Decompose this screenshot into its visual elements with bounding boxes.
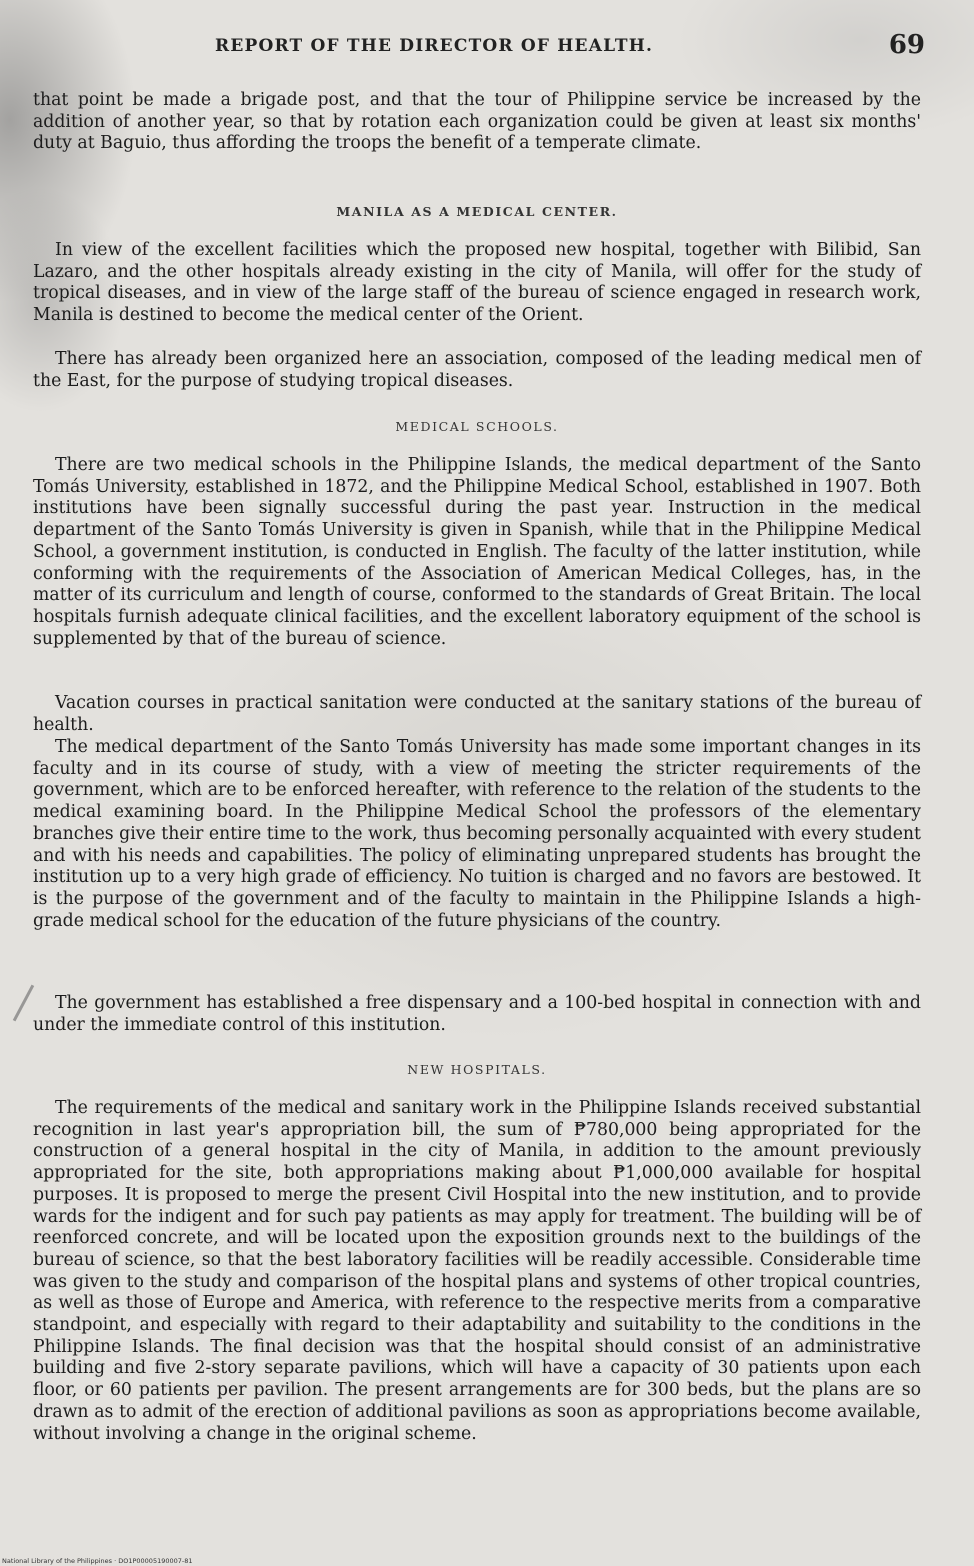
paragraph-santo-tomas-changes: The medical department of the Santo Tomás University has made some important changes in its faculty and in its course of study, with a view of meeting the stricter requirements of the government, which are to be enforced hereafter, with reference to the relation of the students to the medical examining board. In the Philippine Medical School the professors of the elementary branches give their entire time to the work, thus becoming personally acquainted with every student and with his needs and capabilities. The policy of eliminating unprepared students has brought the institution up to a very high grade of efficiency. No tuition is charged and no favors are bestowed. It is the purpose of the government and of the faculty to maintain in the Philippine Islands a high-grade medical school for the education of the future physicians of the country. [33, 737, 921, 931]
running-head: REPORT OF THE DIRECTOR OF HEALTH. [215, 36, 654, 56]
paragraph-association: There has already been organized here an association, composed of the leading medical men of the East, for the purpose of studying tropical diseases. [33, 349, 921, 391]
paragraph-free-dispensary: The government has established a free dispensary and a 100-bed hospital in connection with and under the immediate control of this institution. [33, 993, 921, 1035]
paragraph-two-schools: There are two medical schools in the Philippine Islands, the medical department of the Santo Tomás University, established in 1872, and the Philippine Medical School, established in 1907. Both institutions have been signally successful during the past year. Instruction in the medical department of the Santo Tomás University is given in Spanish, while that in the Philippine Medical School, a government institution, is conducted in English. The faculty of the latter institution, while conforming with the requirements of the Association of American Medical Colleges, has, in the matter of its curriculum and length of course, conformed to the standards of Great Britain. The local hospitals furnish adequate clinical facilities, and the excellent laboratory equipment of the school is supplemented by that of the bureau of science. [33, 455, 921, 649]
heading-manila-medical-center: MANILA AS A MEDICAL CENTER. [336, 204, 618, 219]
scan-footer-caption: National Library of the Philippines · DO1P00005190007-81 [2, 1557, 193, 1565]
paragraph-manila-facilities: In view of the excellent facilities which the proposed new hospital, together with Bilibid, San Lazaro, and the other hospitals already existing in the city of Manila, will offer for the study of tropical diseases, and in view of the large staff of the bureau of science engaged in research work, Manila is destined to become the medical center of the Orient. [33, 240, 921, 326]
paragraph-hospital-requirements: The requirements of the medical and sanitary work in the Philippine Islands received substantial recognition in last year's appropriation bill, the sum of ₱780,000 being appropriated for the construction of a general hospital in the city of Manila, in addition to the amount previously appropriated for the site, both appropriations making about ₱1,000,000 available for hospital purposes. It is proposed to merge the present Civil Hospital into the new institution, and to provide wards for the indigent and for such pay patients as may apply for treatment. The building will be of reenforced concrete, and will be located upon the exposition grounds next to the buildings of the bureau of science, so that the best laboratory facilities will be readily accessible. Considerable time was given to the study and comparison of the hospital plans and systems of other tropical countries, as well as those of Europe and America, with reference to the respective merits from a comparative standpoint, and especially with regard to their adaptability and suitability to the conditions in the Philippine Islands. The final decision was that the hospital should consist of an administrative building and five 2-story separate pavilions, which will have a capacity of 30 patients upon each floor, or 60 patients per pavilion. The present arrangements are for 300 beds, but the plans are so drawn as to admit of the erection of additional pavilions as soon as appropriations become available, without involving a change in the original scheme. [33, 1098, 921, 1444]
heading-new-hospitals: NEW HOSPITALS. [407, 1062, 547, 1077]
paragraph-brigade-post: that point be made a brigade post, and that the tour of Philippine service be increased by the addition of another year, so that by rotation each organization could be given at least six months' duty at Baguio, thus affording the troops the benefit of a temperate climate. [33, 90, 921, 154]
paragraph-vacation-courses: Vacation courses in practical sanitation were conducted at the sanitary stations of the bureau of health. [33, 693, 921, 735]
page-number: 69 [888, 30, 925, 60]
page-header [215, 30, 925, 64]
heading-medical-schools: MEDICAL SCHOOLS. [395, 419, 559, 434]
scan-artifact-mark [13, 985, 34, 1022]
